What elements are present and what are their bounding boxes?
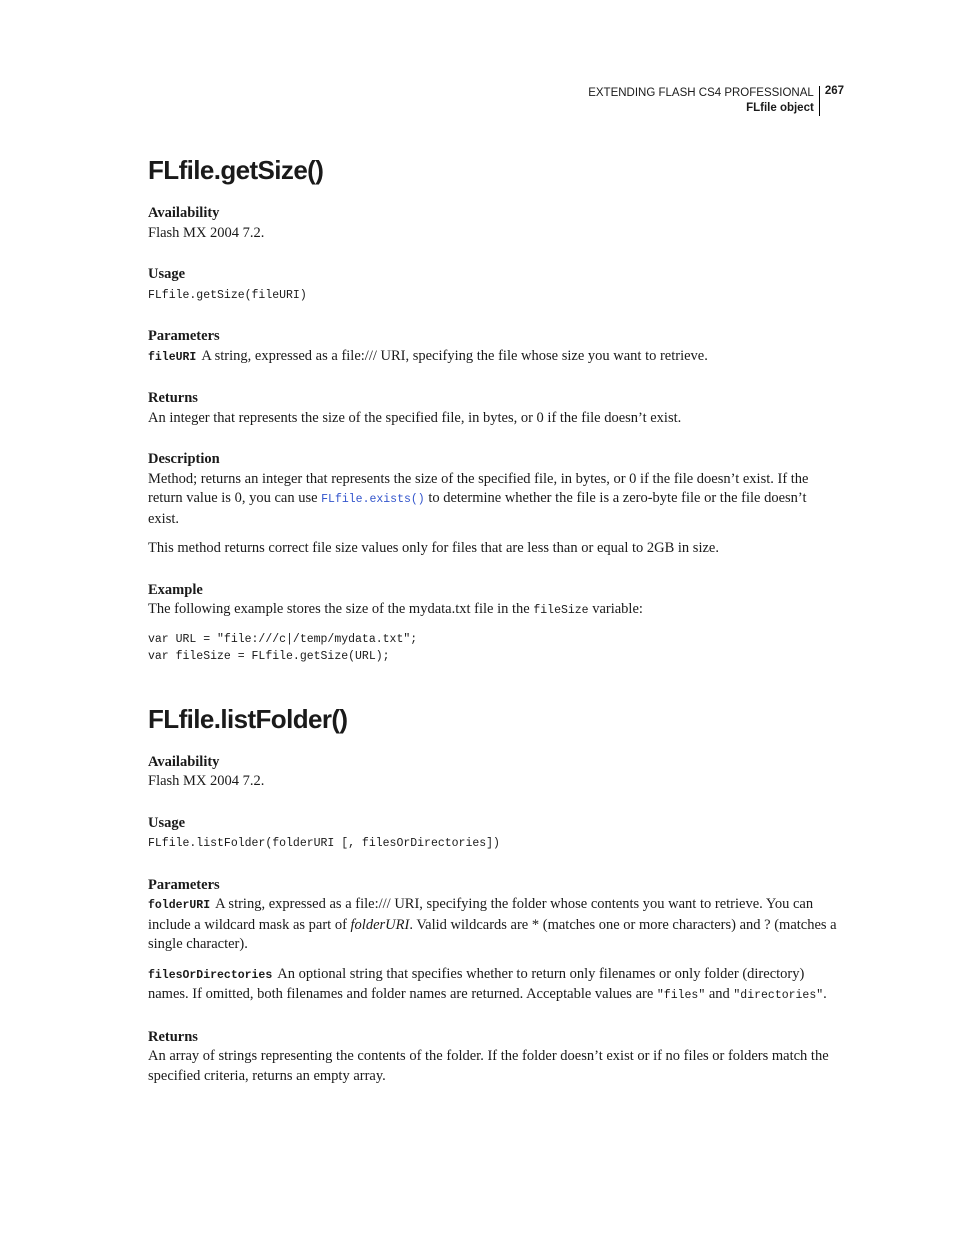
book-title: EXTENDING FLASH CS4 PROFESSIONAL (588, 87, 814, 99)
page-content (148, 150, 840, 1086)
returns-heading: Returns (148, 1028, 198, 1045)
parameter-filesordirectories (148, 965, 840, 1006)
parameters-heading: Parameters (148, 328, 220, 344)
param-description: . (823, 986, 827, 1002)
description-heading: Description (148, 451, 220, 467)
running-header (588, 86, 820, 116)
example-heading: Example (148, 581, 203, 598)
availability-heading: Availability (148, 205, 220, 221)
section-title-getsize: FLfile.getSize() (148, 155, 324, 185)
param-description: A string, expressed as a file:/// URI, specifying the file whose size you want to retrieve. (201, 347, 708, 364)
usage-heading: Usage (148, 266, 186, 282)
page-number: 267 (824, 85, 844, 97)
page-header (588, 86, 844, 116)
description-text-2: This method returns correct file size values only for files that are less than or equal to 2GB in size. (148, 540, 719, 556)
description-part: to determine whether the file is a zero-byte file or the file doesn’t exist. (148, 490, 807, 527)
chapter-title: FLfile object (746, 102, 814, 114)
flfile-exists-link[interactable]: FLfile.exists() (321, 493, 425, 506)
param-description: A string, expressed as a file:/// URI, specifying the folder whose contents you want to retrieve. You can include a wildcard mask as part of (148, 896, 814, 933)
section-title-listfolder: FLfile.listFolder() (148, 703, 348, 734)
parameter-folderuri (148, 895, 840, 955)
availability-text: Flash MX 2004 7.2. (148, 224, 265, 241)
inline-code: fileSize (533, 604, 589, 617)
inline-code: "files" (656, 989, 706, 1002)
example-code-block: var URL = "file:///c|/temp/mydata.txt"; var fileSize = FLfile.getSize(URL); (148, 632, 418, 663)
example-part: The following example stores the size of the mydata.txt file in the (148, 601, 534, 617)
inline-code: "directories" (733, 989, 824, 1002)
usage-code: FLfile.getSize(fileURI) (148, 288, 307, 302)
description-text (148, 470, 840, 530)
param-name: filesOrDirectories (148, 968, 273, 982)
example-text (148, 600, 840, 621)
parameter-fileuri (148, 347, 840, 368)
param-italic: folderURI (350, 916, 410, 933)
param-description: . Valid wildcards are * (matches one or more characters) and ? (matches a single character). (148, 916, 837, 952)
param-description: An optional string that specifies whether to return only filenames or only folder (directory) names. If omitted, both filenames and folder names are returned. Acceptable values are (148, 965, 805, 1002)
availability-text: Flash MX 2004 7.2. (148, 773, 265, 789)
availability-heading: Availability (148, 753, 220, 770)
param-name: fileURI (148, 350, 197, 364)
returns-heading: Returns (148, 390, 198, 406)
usage-heading: Usage (148, 814, 186, 831)
usage-code: FLfile.listFolder(folderURI [, filesOrDirectories]) (148, 837, 500, 850)
returns-text: An integer that represents the size of the specified file, in bytes, or 0 if the file doesn’t exist. (148, 409, 682, 426)
parameters-heading: Parameters (148, 876, 220, 893)
example-part: variable: (588, 601, 643, 617)
description-part: Method; returns an integer that represents the size of the specified file, in bytes, or 0 if the file doesn’t exist. If the return value is 0, you can use (148, 470, 809, 506)
returns-text: An array of strings representing the contents of the folder. If the folder doesn’t exist or if no files or folders match the specified criteria, returns an empty array. (148, 1048, 829, 1084)
param-description: and (705, 986, 734, 1002)
param-name: folderURI (148, 899, 211, 912)
